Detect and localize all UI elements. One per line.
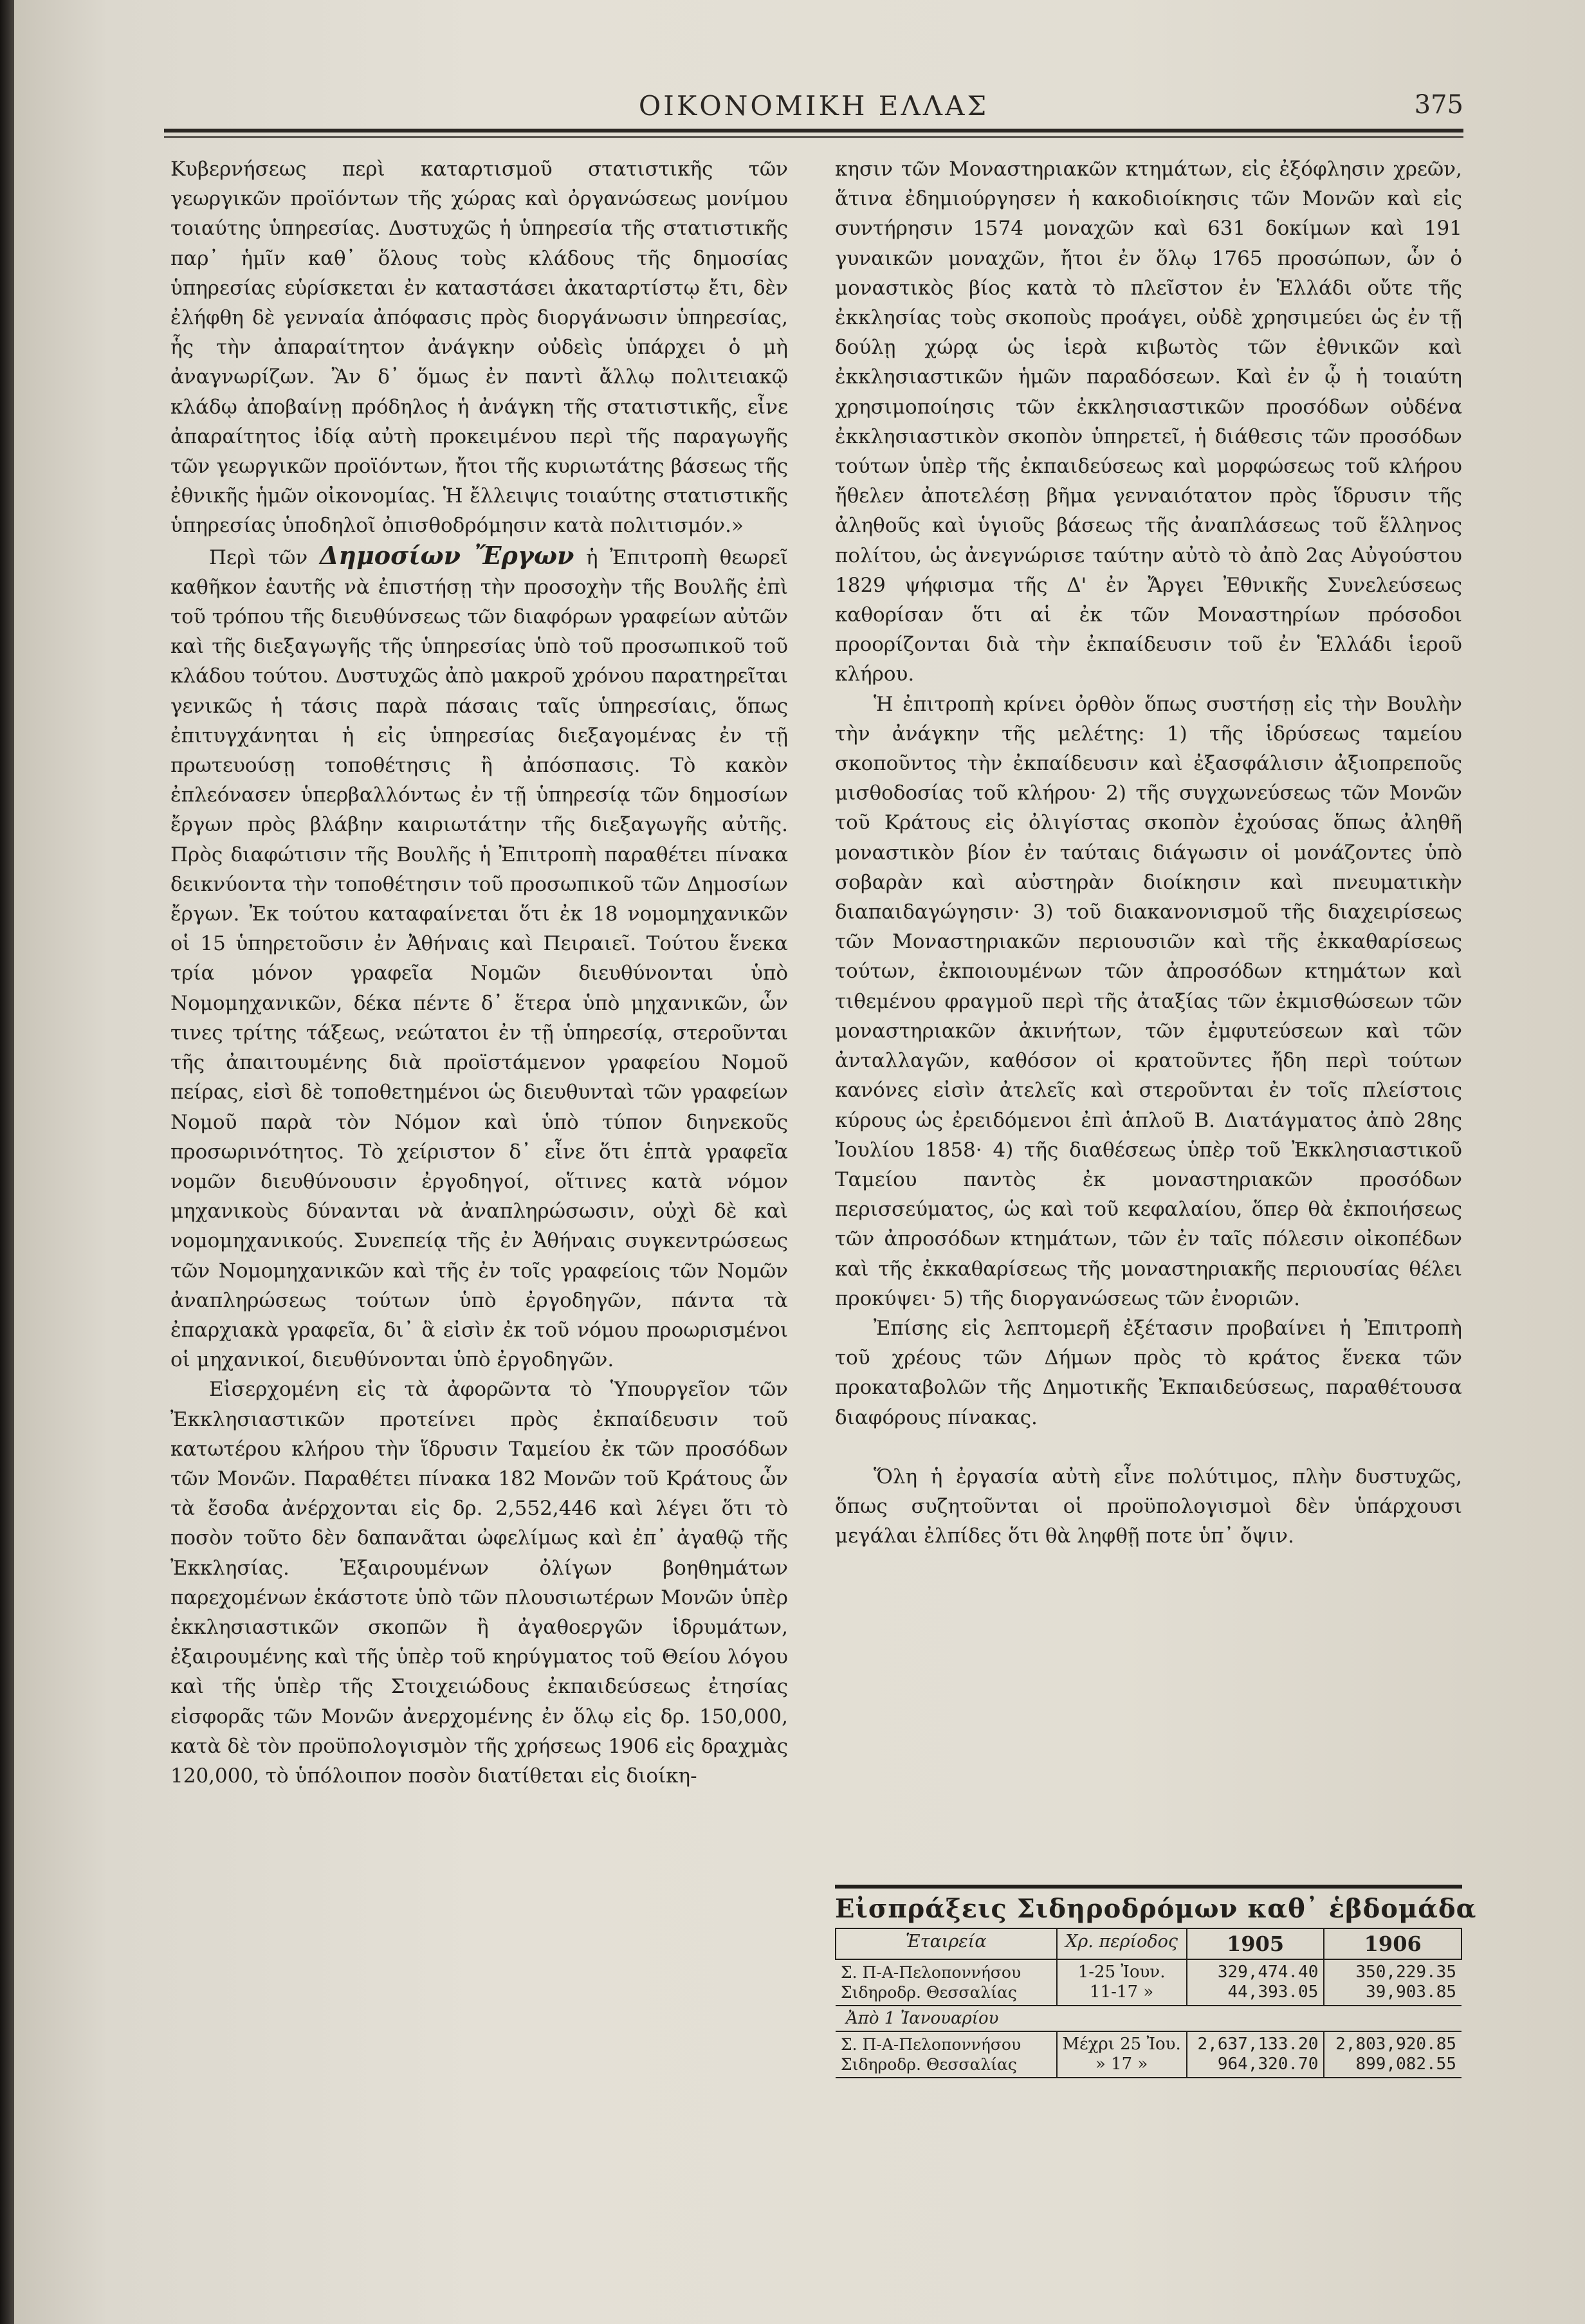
paragraph: κησιν τῶν Μοναστηριακῶν κτημάτων, εἰς ἐξόφλησιν χρεῶν, ἅτινα ἐδημιούργησεν ἡ κακοδιοίκησις τῶν Μονῶν καὶ εἰς συντήρησιν 1574 μοναχῶν καὶ 631 δοκίμων καὶ 191 γυναικῶν μοναχῶν, ἤτοι ἐν ὅλῳ 1765 προσώπων, ὧν ὁ μοναστικὸς βίος κατὰ τὸ πλεῖστον ἐν Ἑλλάδι οὔτε τῆς ἐκκλησίας τοὺς σκοποὺς προάγει, οὐδὲ χρησιμεύει ὡς ἐν τῇ δούλῃ χώρᾳ ὡς ἱερὰ κιβωτὸς τῶν ἐθνικῶν καὶ ἐκκλησιαστικῶν ἡμῶν παραδόσεων. Καὶ ἐν ᾧ ἡ τοιαύτη χρησιμοποίησις τῶν ἐκκλησιαστικῶν προσόδων οὐδένα ἐκκλησιαστικὸν σκοπὸν ὑπηρετεῖ, ἡ διάθεσις τῶν προσόδων τούτων ὑπὲρ τῆς ἐκπαιδεύσεως καὶ μορφώσεως τοῦ κλήρου ἤθελεν ἀποτελέσῃ βῆμα γενναιότατον πρὸς ἵδρυσιν τῆς ἀληθοῦς καὶ ὑγιοῦς βάσεως τῆς ἀναπλάσεως τοῦ ἕλληνος πολίτου, ὡς ἀνεγνώρισε ταύτην αὐτὸ τὸ ἀπὸ 2ας Αὐγούστου 1829 ψήφισμα τῆς Δ' ἐν Ἄργει Ἐθνικῆς Συνελεύσεως καθορίσαν ὅτι αἱ ἐκ τῶν Μοναστηρίων πρόσοδοι προορίζονται διὰ τὴν ἐκπαίδευσιν τοῦ ἐν Ἑλλάδι ἱεροῦ κλήρου. (835, 158, 1462, 686)
paragraph: Εἰσερχομένη εἰς τὰ ἀφορῶντα τὸ Ὑπουργεῖον τῶν Ἐκκλησιαστικῶν προτείνει πρὸς ἐκπαίδευσιν τοῦ κατωτέρου κλήρου τὴν ἵδρυσιν Ταμείου ἐκ τῶν προσόδων τῶν Μονῶν. Παραθέτει πίνακα 182 Μονῶν τοῦ Κράτους ὧν τὰ ἔσοδα ἀνέρχονται εἰς δρ. 2,552,446 καὶ λέγει ὅτι τὸ ποσὸν τοῦτο δὲν δαπανᾶται ὠφελίμως καὶ ἐπ᾿ ἀγαθῷ τῆς Ἐκκλησίας. Ἐξαιρουμένων ὀλίγων βοηθημάτων παρεχομένων ἑκάστοτε ὑπὸ τῶν πλουσιωτέρων Μονῶν ὑπὲρ ἐκκλησιαστικῶν σκοπῶν ἢ ἀγαθοεργῶν ἱδρυμάτων, ἐξαιρουμένης καὶ τῆς ὑπὲρ τοῦ κηρύγματος τοῦ Θείου λόγου καὶ τῆς ὑπὲρ τῆς Στοιχειώδους ἐκπαιδεύσεως ἐτησίας εἰσφορᾶς τῶν Μονῶν ἀνερχομένης ἐν ὅλῳ εἰς δρ. 150,000, κατὰ δὲ τὸν προϋπολογισμὸν τῆς χρήσεως 1906 εἰς δραχμὰς 120,000, τὸ ὑπόλοιπον ποσὸν διατίθεται εἰς διοίκη- (170, 1378, 788, 1788)
value-1906: 350,229.35 (1355, 1963, 1456, 1982)
receipts-table (835, 1928, 1462, 2078)
value-1906-cell (1324, 2031, 1461, 2078)
right-column (835, 154, 1462, 1551)
section-heading: Δημοσίων Ἔργων (319, 540, 574, 570)
value-1906: 899,082.55 (1355, 2054, 1456, 2074)
value-1906: 2,803,920.85 (1335, 2035, 1456, 2054)
value-1906-cell (1324, 1959, 1461, 2006)
company-name: Σιδηροδρ. Θεσσαλίας (841, 2055, 1017, 2074)
railway-receipts-table (835, 1885, 1477, 2078)
paragraph-lead: Περὶ τῶν (209, 545, 308, 569)
running-title: ΟΙΚΟΝΟΜΙΚΗ ΕΛΛΑΣ (638, 90, 989, 122)
page-header (164, 90, 1463, 142)
company-cell (836, 2031, 1057, 2078)
paragraph (170, 541, 788, 1375)
value-1905-cell (1187, 1959, 1324, 2006)
header-1906: 1906 (1324, 1928, 1461, 1959)
table-note: Ἀπὸ 1 Ἰανουαρίου (836, 2006, 1461, 2031)
value-1906: 39,903.85 (1366, 1982, 1456, 2002)
table-header-row (836, 1928, 1461, 1959)
page-number: 375 (1414, 90, 1463, 120)
company-name: Σ. Π-Α-Πελοποννήσου (841, 2035, 1022, 2054)
value-1905: 44,393.05 (1227, 1982, 1319, 2002)
table-row (836, 2031, 1461, 2078)
table-note-row (836, 2006, 1461, 2031)
period-cell (1057, 1959, 1187, 2006)
paragraph: Κυβερνήσεως περὶ καταρτισμοῦ στατιστικῆς τῶν γεωργικῶν προϊόντων τῆς χώρας καὶ ὀργανώσεως μονίμου τοιαύτης ὑπηρεσίας. Δυστυχῶς ἡ ὑπηρεσία τῆς στατιστικῆς παρ᾿ ἡμῖν καθ᾿ ὅλους τοὺς κλάδους τῆς δημοσίας ὑπηρεσίας εὑρίσκεται ἐν καταστάσει ἀκαταρτίστῳ ἔτι, δὲν ἐλήφθη δὲ γενναία ἀπόφασις πρὸς διοργάνωσιν ὑπηρεσίας, ἧς τὴν ἀπαραίτητον ἀνάγκην οὐδεὶς ὑπάρχει ὁ μὴ ἀναγνωρίζων. Ἂν δ᾿ ὅμως ἐν παντὶ ἄλλῳ πολιτειακῷ κλάδῳ ἀποβαίνῃ πρόδηλος ἡ ἀνάγκη τῆς στατιστικῆς, εἶνε ἀπαραίτητος ἰδίᾳ αὐτὴ προκειμένου περὶ τῆς παραγωγῆς τῶν γεωργικῶν προϊόντων, ἤτοι τῆς κυριωτάτης βάσεως τῆς ἐθνικῆς ἡμῶν οἰκονομίας. Ἡ ἔλλειψις τοιαύτης στατιστικῆς ὑπηρεσίας ὑποδηλοῖ ὀπισθοδρόμησιν κατὰ πολιτισμόν.» (170, 158, 788, 538)
table-title: Εἰσπράξεις Σιδηροδρόμων καθ᾿ ἑβδομάδα (835, 1894, 1477, 1924)
paragraph: Ἡ ἐπιτροπὴ κρίνει ὀρθὸν ὅπως συστήσῃ εἰς τὴν Βουλὴν τὴν ἀνάγκην τῆς μελέτης: 1) τῆς ἱδρύσεως ταμείου σκοποῦντος τὴν ἐκπαίδευσιν καὶ ἐξασφάλισιν ἀξιοπρεποῦς μισθοδοσίας τοῦ κλήρου· 2) τῆς συγχωνεύσεως τῶν Μονῶν τοῦ Κράτους εἰς ὀλιγίστας σκοπὸν ἐχούσας ὅπως ἀληθῆ μοναστικὸν βίον ἐν ταύταις διάγωσιν οἱ μονάζοντες ὑπὸ σοβαρὰν καὶ αὐστηρὰν διοίκησιν καὶ πνευματικὴν διαπαιδαγώγησιν· 3) τοῦ διακανονισμοῦ τῆς διαχειρίσεως τῶν Μοναστηριακῶν περιουσιῶν καὶ τῆς ἐκκαθαρίσεως τούτων, ἐκποιουμένων τῶν ἀπροσόδων κτημάτων καὶ τιθεμένου φραγμοῦ περὶ τῆς ἀταξίας τῶν ἐκμισθώσεων τῶν μοναστηριακῶν ἀκινήτων, τῶν ἐμφυτεύσεων καὶ τῶν ἀνταλλαγῶν, καθόσον οἱ κρατοῦντες ἤδη περὶ τούτων κανόνες εἰσὶν ἀτελεῖς καὶ στεροῦνται ἐν τοῖς πλείστοις κύρους ὡς ἐρειδόμενοι ἐπὶ ἁπλοῦ Β. Διατάγματος ἀπὸ 28ης Ἰουλίου 1858· 4) τῆς διαθέσεως ὑπὲρ τοῦ Ἐκκλησιαστικοῦ Ταμείου παντὸς ἐκ μοναστηριακῶν προσόδων περισσεύματος, ὡς καὶ τοῦ κεφαλαίου, ὅπερ θὰ ἐκποιήσεως τῶν ἀπροσόδων κτημάτων, τῶν ἐν ταῖς πόλεσιν οἰκοπέδων καὶ τῆς ἐκκαθαρίσεως τῆς μοναστηριακῆς περιουσίας θέλει προκύψει· 5) τῆς διοργανώσεως τῶν ἐνοριῶν. (835, 692, 1462, 1310)
header-period: Χρ. περίοδος (1057, 1928, 1187, 1959)
value-1905: 964,320.70 (1217, 2054, 1319, 2074)
value-1905: 2,637,133.20 (1197, 2035, 1319, 2054)
header-rule (164, 129, 1463, 133)
header-rule-thin (164, 136, 1463, 138)
period-value: » 17 » (1095, 2054, 1148, 2074)
value-1905: 329,474.40 (1217, 1963, 1319, 1982)
binding-shadow (0, 0, 14, 2324)
left-column (170, 154, 788, 1791)
period-cell (1057, 2031, 1187, 2078)
company-cell (836, 1959, 1057, 2006)
table-row (836, 1959, 1461, 2006)
period-value: 11-17 » (1090, 1982, 1154, 2002)
period-value: 1-25 Ἰουν. (1077, 1963, 1166, 1982)
company-name: Σιδηροδρ. Θεσσαλίας (841, 1983, 1017, 2002)
period-value: Μέχρι 25 Ἰου. (1062, 2035, 1181, 2054)
paragraph: Ἐπίσης εἰς λεπτομερῆ ἐξέτασιν προβαίνει ἡ Ἐπιτροπὴ τοῦ χρέους τῶν Δήμων πρὸς τὸ κράτος ἕνεκα τῶν προκαταβολῶν τῆς Δημοτικῆς Ἐκπαιδεύσεως, παραθέτουσα διαφόρους πίνακας. (835, 1316, 1462, 1429)
header-1905: 1905 (1187, 1928, 1324, 1959)
paragraph: Ὅλη ἡ ἐργασία αὐτὴ εἶνε πολύτιμος, πλὴν δυστυχῶς, ὅπως συζητοῦνται οἱ προϋπολογισμοὶ δὲν ὑπάρχουσι μεγάλαι ἐλπίδες ὅτι θὰ ληφθῇ ποτε ὑπ᾿ ὄψιν. (835, 1465, 1462, 1548)
header-company: Ἑταιρεία (836, 1928, 1057, 1959)
company-name: Σ. Π-Α-Πελοποννήσου (841, 1963, 1022, 1982)
value-1905-cell (1187, 2031, 1324, 2078)
spacer (835, 1432, 1462, 1462)
paragraph-body: ἡ Ἐπιτροπὴ θεωρεῖ καθῆκον ἑαυτῆς νὰ ἐπιστήσῃ τὴν προσοχὴν τῆς Βουλῆς ἐπὶ τοῦ τρόπου τῆς διευθύνσεως τῶν διαφόρων γραφείων αὐτῶν καὶ τῆς διεξαγωγῆς τῆς ὑπηρεσίας ὑπὸ τοῦ προσωπικοῦ τοῦ κλάδου τούτου. Δυστυχῶς ἀπὸ μακροῦ χρόνου παρατηρεῖται γενικῶς ἡ τάσις παρὰ πάσαις ταῖς ὑπηρεσίαις, ὅπως ἐπιτυγχάνηται ἡ εἰς ὑπηρεσίας διεξαγομένας ἐν τῇ πρωτευούσῃ τοποθέτησις ἢ ἀπόσπασις. Τὸ κακὸν ἐπλεόνασεν ὑπερβαλλόντως ἐν τῇ ὑπηρεσίᾳ τῶν δημοσίων ἔργων πρὸς βλάβην καιριωτάτην τῆς διεξαγωγῆς αὐτῆς. Πρὸς διαφώτισιν τῆς Βουλῆς ἡ Ἐπιτροπὴ παραθέτει πίνακα δεικνύοντα τὴν τοποθέτησιν τοῦ προσωπικοῦ τῶν Δημοσίων ἔργων. Ἐκ τούτου καταφαίνεται ὅτι ἐκ 18 νομομηχανικῶν οἱ 15 ὑπηρετοῦσιν ἐν Ἀθήναις καὶ Πειραιεῖ. Τούτου ἕνεκα τρία μόνον γραφεῖα Νομῶν διευθύνονται ὑπὸ Νομομηχανικῶν, δέκα πέντε δ᾿ ἕτερα ὑπὸ μηχανικῶν, ὧν τινες τρίτης τάξεως, νεώτατοι ἐν τῇ ὑπηρεσίᾳ, στεροῦνται τῆς ἀπαιτουμένης διὰ προϊστάμενον γραφείου Νομοῦ πείρας, εἰσὶ δὲ τοποθετημένοι ὡς διευθυνταὶ τῶν γραφείων Νομοῦ παρὰ τὸν Νόμον καὶ ὑπὸ τύπον διηνεκοῦς προσωρινότητος. Τὸ χείριστον δ᾿ εἶνε ὅτι ἑπτὰ γραφεῖα νομῶν διευθύνουσιν ἐργοδηγοί, οἵτινες κατὰ νόμον μηχανικοὺς δύνανται νὰ ἀναπληρώσωσιν, οὐχὶ δὲ καὶ νομομηχανικούς. Συνεπείᾳ τῆς ἐν Ἀθήναις συγκεντρώσεως τῶν Νομομηχανικῶν καὶ τῆς ἐν τοῖς γραφείοις τῶν Νομῶν ἀναπληρώσεως τούτων ὑπὸ ἐργοδηγῶν, πάντα τὰ ἐπαρχιακὰ γραφεῖα, δι᾿ ἃ εἰσὶν ἐκ τοῦ νόμου προωρισμένοι οἱ μηχανικοί, διευθύνονται ὑπὸ ἐργοδηγῶν. (170, 545, 789, 1372)
